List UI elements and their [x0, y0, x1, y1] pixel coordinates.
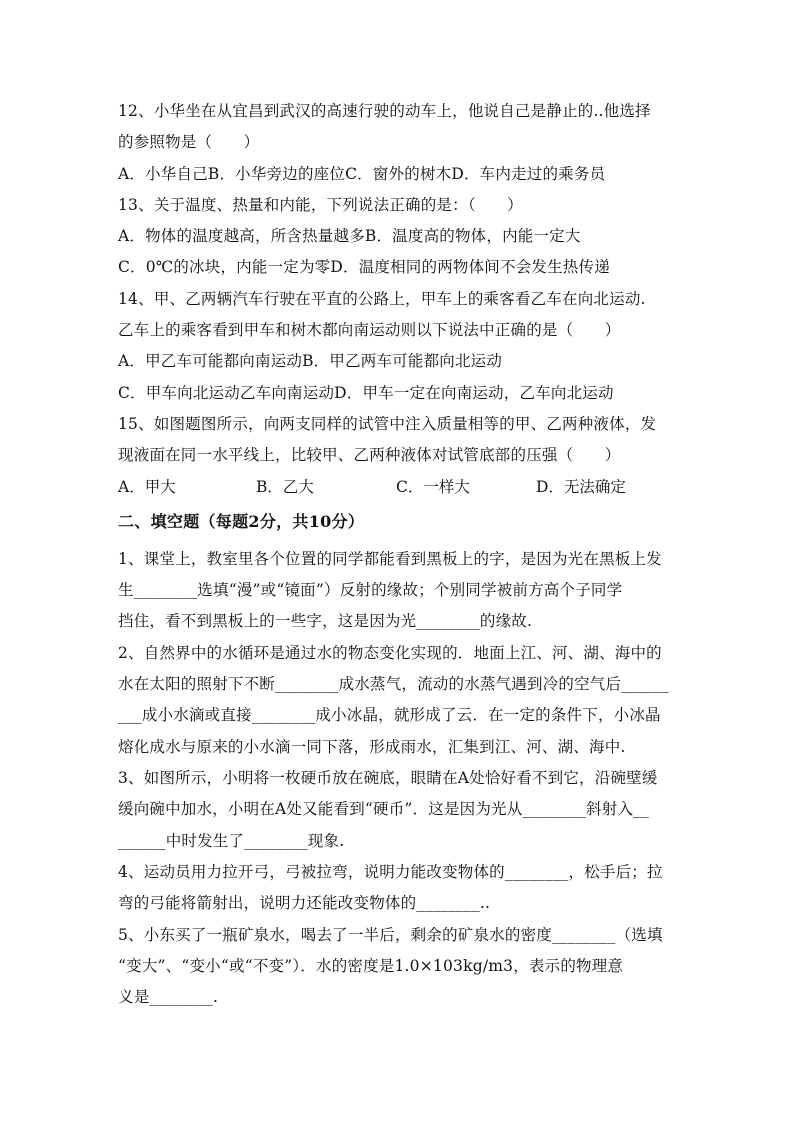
- question-13-line-1: 13、关于温度、热量和内能，下列说法正确的是：（ ）: [118, 196, 523, 214]
- fill-4-line-1: 4、运动员用力拉开弓，弓被拉弯，说明力能改变物体的________，松手后；拉: [118, 863, 663, 881]
- fill-5-line-2: “变大”、“变小“或“不变”）．水的密度是1.0×103kg/m3，表示的物理意: [118, 957, 624, 975]
- fill-2-line-3: ___成小水滴或直接________成小冰晶，就形成了云．在一定的条件下，小冰晶: [118, 706, 661, 724]
- question-13-options-2: C．0℃的冰块，内能一定为零D．温度相同的两物体间不会发生热传递: [118, 258, 610, 276]
- fill-3-line-2: 缓向碗中加水，小明在A处又能看到“硬币”．这是因为光从________斜射入__: [118, 800, 650, 818]
- question-13-options-1: A．物体的温度越高，所含热量越多B．温度高的物体，内能一定大: [118, 227, 581, 245]
- fill-1-line-2: 生________选填“漫”或“镜面”）反射的缘故；个别同学被前方高个子同学: [118, 581, 623, 599]
- question-14-options-1: A．甲乙车可能都向南运动B．甲乙两车可能都向北运动: [118, 352, 503, 370]
- fill-1-line-3: 挡住，看不到黑板上的一些字，这是因为光________的缘故.: [118, 612, 533, 630]
- option-c: C．一样大: [396, 478, 470, 496]
- section-heading: 二、填空题（每题2分，共10分）: [118, 512, 365, 531]
- question-12-line-2: 的参照物是（ ）: [118, 133, 260, 151]
- question-14-line-1: 14、甲、乙两辆汽车行驶在平直的公路上，甲车上的乘客看乙车在向北运动.: [118, 290, 646, 308]
- question-15-line-2: 现液面在同一水平线上，比较甲、乙两种液体对试管底部的压强（ ）: [118, 446, 621, 464]
- question-15-line-1: 15、如图题图所示，向两支同样的试管中注入质量相等的甲、乙两种液体，发: [118, 415, 657, 433]
- fill-3-line-1: 3、如图所示，小明将一枚硬币放在碗底，眼睛在A处恰好看不到它，沿碗壁缓: [118, 769, 658, 787]
- option-a: A．甲大: [118, 478, 176, 496]
- question-12-options: A．小华自己B．小华旁边的座位C．窗外的树木D．车内走过的乘务员: [118, 165, 606, 183]
- fill-2-line-1: 2、自然界中的水循环是通过水的物态变化实现的．地面上江、河、湖、海中的: [118, 644, 662, 662]
- fill-5-line-1: 5、小东买了一瓶矿泉水，喝去了一半后，剩余的矿泉水的密度________（选填: [118, 926, 663, 944]
- question-14-line-2: 乙车上的乘客看到甲车和树木都向南运动则以下说法中正确的是（ ）: [118, 321, 621, 339]
- option-d: D．无法确定: [536, 478, 626, 496]
- fill-1-line-1: 1、课堂上，教室里各个位置的同学都能看到黑板上的字，是因为光在黑板上发: [118, 550, 662, 568]
- option-b: B．乙大: [256, 478, 314, 496]
- fill-2-line-2: 水在太阳的照射下不断________成水蒸气，流动的水蒸气遇到冷的空气后______: [118, 675, 669, 693]
- fill-4-line-2: 弯的弓能将箭射出，说明力还能改变物体的________..: [118, 894, 491, 912]
- fill-2-line-4: 熔化成水与原来的小水滴一同下落，形成雨水，汇集到江、河、湖、海中.: [118, 738, 626, 756]
- fill-3-line-3: ______中时发生了________现象.: [118, 832, 345, 850]
- question-12-line-1: 12、小华坐在从宜昌到武汉的高速行驶的动车上，他说自己是静止的..他选择: [118, 102, 651, 120]
- fill-5-line-3: 义是________.: [118, 988, 219, 1006]
- question-14-options-2: C．甲车向北运动乙车向南运动D．甲车一定在向南运动，乙车向北运动: [118, 384, 614, 402]
